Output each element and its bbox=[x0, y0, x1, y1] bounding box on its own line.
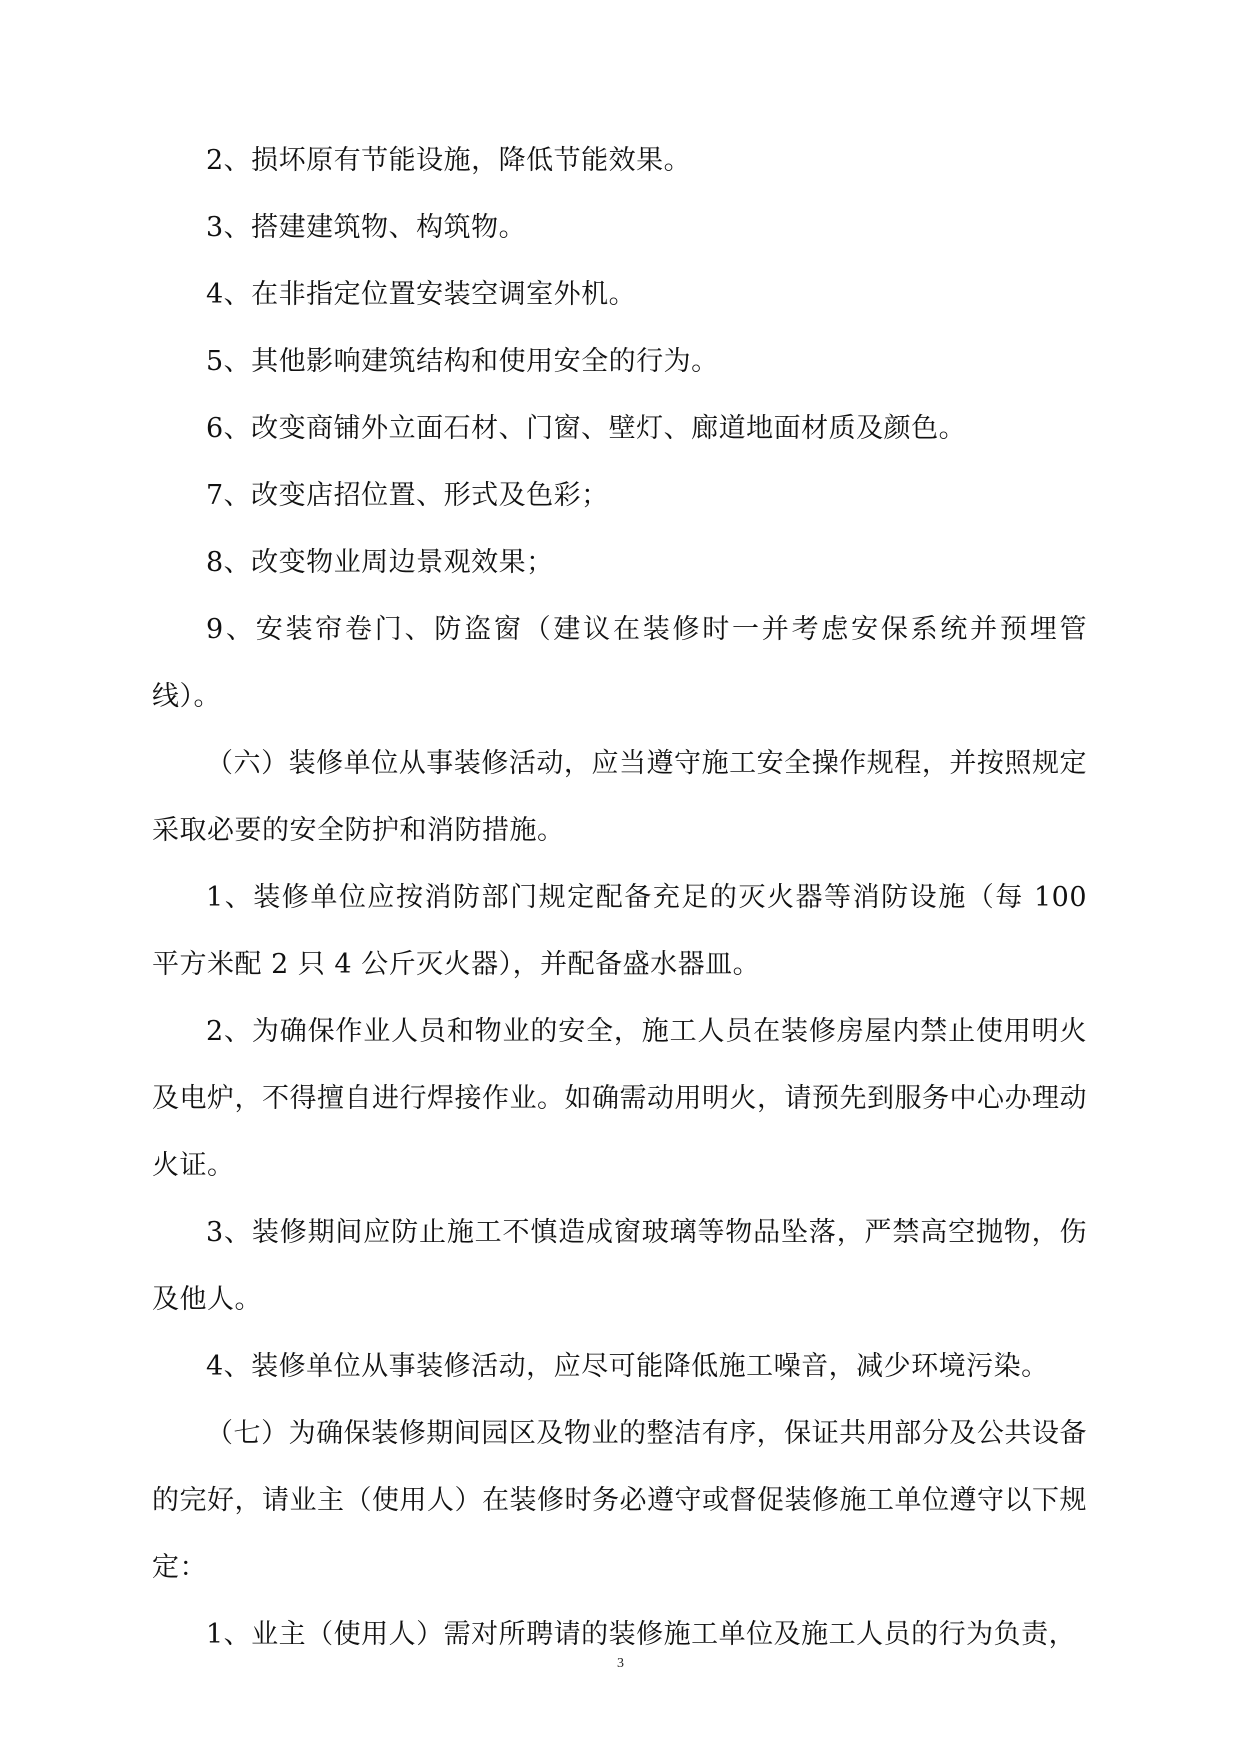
page-number: 3 bbox=[617, 1656, 624, 1671]
section-seven-heading: （七）为确保装修期间园区及物业的整洁有序，保证共用部分及公共设备的完好，请业主（使用人）在装修时务必遵守或督促装修施工单位遵守以下规定： bbox=[152, 1418, 1087, 1583]
paragraph-item-4: 4、在非指定位置安装空调室外机。 bbox=[206, 279, 637, 310]
paragraph-item-8: 8、改变物业周边景观效果； bbox=[206, 547, 554, 578]
document-body bbox=[152, 127, 1087, 1668]
paragraph-item-2: 2、损坏原有节能设施，降低节能效果。 bbox=[206, 145, 692, 176]
paragraph-item-5: 5、其他影响建筑结构和使用安全的行为。 bbox=[206, 346, 719, 377]
section-seven-item-1: 1、业主（使用人）需对所聘请的装修施工单位及施工人员的行为负责， bbox=[206, 1619, 1077, 1650]
paragraph-item-3: 3、搭建建筑物、构筑物。 bbox=[206, 212, 527, 243]
section-six-item-2: 2、为确保作业人员和物业的安全，施工人员在装修房屋内禁止使用明火及电炉，不得擅自进行焊接作业。如确需动用明火，请预先到服务中心办理动火证。 bbox=[152, 1016, 1087, 1181]
paragraph-item-7: 7、改变店招位置、形式及色彩； bbox=[206, 480, 609, 511]
section-six-heading: （六）装修单位从事装修活动，应当遵守施工安全操作规程，并按照规定采取必要的安全防护和消防措施。 bbox=[152, 748, 1087, 846]
paragraph-item-9: 9、安装帘卷门、防盗窗（建议在装修时一并考虑安保系统并预埋管线）。 bbox=[152, 614, 1087, 712]
section-six-item-1: 1、装修单位应按消防部门规定配备充足的灭火器等消防设施（每 100 平方米配 2 只 4 公斤灭火器），并配备盛水器皿。 bbox=[152, 882, 1087, 980]
section-six-item-4: 4、装修单位从事装修活动，应尽可能降低施工噪音，减少环境污染。 bbox=[206, 1351, 1049, 1382]
paragraph-item-6: 6、改变商铺外立面石材、门窗、壁灯、廊道地面材质及颜色。 bbox=[206, 413, 967, 444]
section-six-item-3: 3、装修期间应防止施工不慎造成窗玻璃等物品坠落，严禁高空抛物，伤及他人。 bbox=[152, 1217, 1087, 1315]
